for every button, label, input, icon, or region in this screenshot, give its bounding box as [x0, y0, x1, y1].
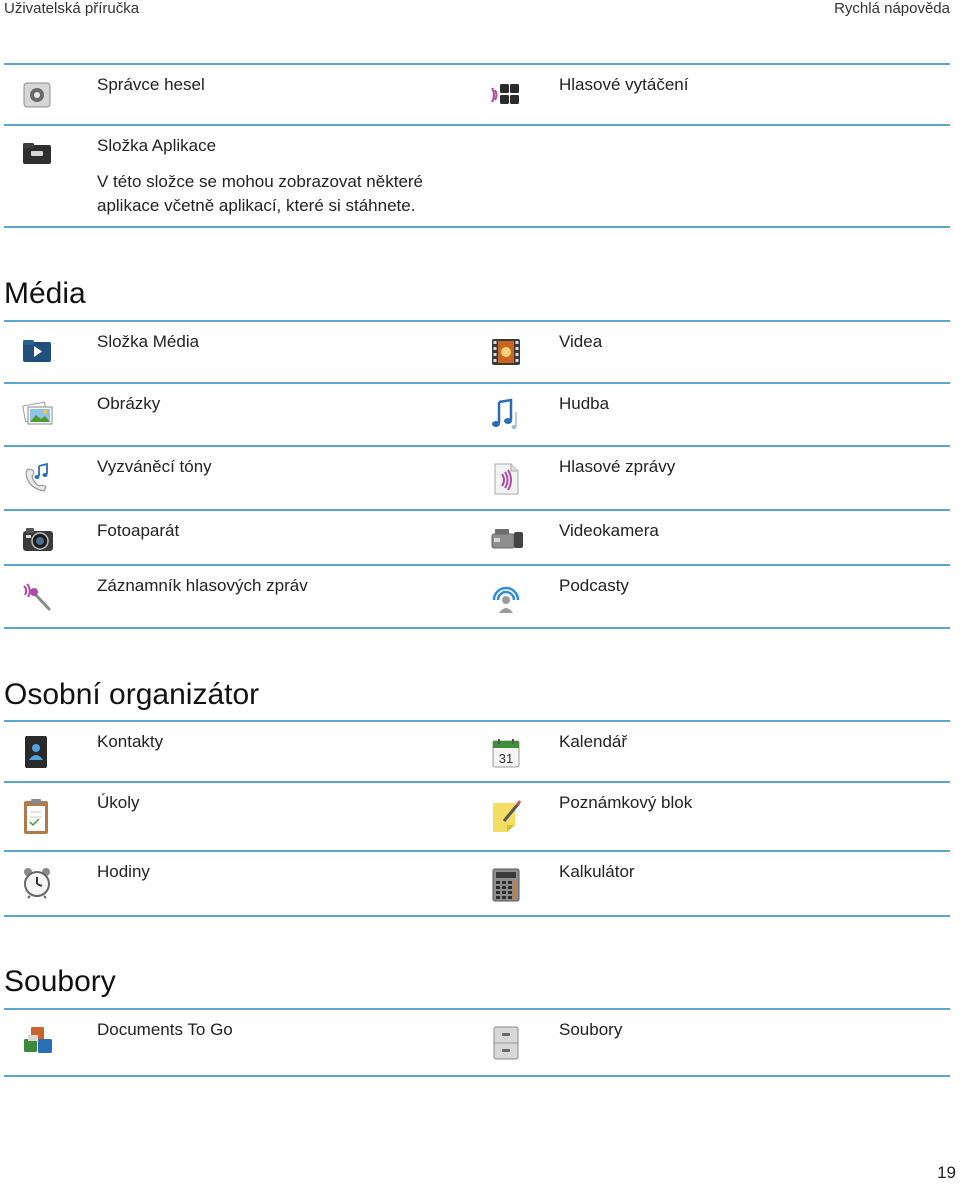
pictures-label: Obrázky — [97, 394, 161, 413]
section-title-media: Média — [4, 277, 86, 310]
voice-notes-icon — [491, 462, 521, 492]
password-manager-icon — [22, 80, 52, 110]
voice-notes-recorder-label: Záznamník hlasových zpráv — [97, 576, 308, 595]
ring-tones-label: Vyzváněcí tóny — [97, 457, 212, 476]
table-rule — [4, 1075, 950, 1077]
calculator-icon — [492, 868, 522, 898]
password-manager-label: Správce hesel — [97, 75, 205, 94]
podcasts-icon — [490, 582, 520, 612]
section-name: Rychlá nápověda — [834, 0, 950, 17]
documents-to-go-label: Documents To Go — [97, 1020, 233, 1039]
table-row — [4, 509, 950, 564]
applications-folder-label: Složka Aplikace — [97, 136, 217, 155]
table-row — [4, 63, 950, 125]
memopad-icon — [491, 799, 521, 829]
music-label: Hudba — [559, 394, 610, 413]
tasks-icon — [22, 798, 52, 828]
tasks-label: Úkoly — [97, 793, 140, 812]
video-camera-icon — [490, 526, 520, 556]
table-row — [4, 564, 950, 627]
table-rule — [4, 915, 950, 917]
table-row — [4, 850, 950, 915]
table-row — [4, 720, 950, 781]
contacts-icon — [23, 735, 53, 765]
clock-icon — [22, 867, 52, 897]
document-title: Uživatelská příručka — [4, 0, 140, 17]
table-row — [4, 382, 950, 445]
voice-dialing-label: Hlasové vytáčení — [559, 75, 689, 94]
contacts-label: Kontakty — [97, 732, 164, 751]
voice-notes-label: Hlasové zprávy — [559, 457, 676, 476]
memopad-label: Poznámkový blok — [559, 793, 693, 812]
camera-label: Fotoaparát — [97, 521, 180, 540]
section-title-organizer: Osobní organizátor — [4, 678, 260, 711]
documents-to-go-icon — [22, 1025, 52, 1055]
section-title-files: Soubory — [4, 965, 116, 998]
applications-folder-icon — [22, 138, 52, 168]
podcasts-label: Podcasty — [559, 576, 629, 595]
calculator-label: Kalkulátor — [559, 862, 635, 881]
calendar-icon-date: 31 — [498, 751, 514, 766]
table-row — [4, 781, 950, 850]
camera-icon — [22, 525, 52, 555]
table-row — [4, 1008, 950, 1075]
clock-label: Hodiny — [97, 862, 150, 881]
video-camera-label: Videokamera — [559, 521, 659, 540]
files-label: Soubory — [559, 1020, 623, 1039]
calendar-label: Kalendář — [559, 732, 628, 751]
table-rule — [4, 627, 950, 629]
videos-label: Videa — [559, 332, 603, 351]
table-rule — [4, 226, 950, 228]
videos-icon — [491, 337, 521, 367]
music-icon — [489, 398, 519, 428]
table-row — [4, 124, 950, 226]
applications-folder-description: V této složce se mohou zobrazovat některé aplikace včetně aplikací, které si stáhnete. — [97, 172, 424, 215]
calendar-icon — [491, 737, 521, 767]
voice-dialing-icon — [489, 80, 519, 110]
pictures-icon — [22, 398, 52, 428]
media-folder-icon — [22, 335, 52, 365]
files-icon — [492, 1026, 522, 1056]
page-number: 19 — [937, 1163, 956, 1182]
table-row — [4, 320, 950, 382]
ring-tones-icon — [22, 462, 52, 492]
media-folder-label: Složka Média — [97, 332, 200, 351]
table-row — [4, 445, 950, 509]
voice-notes-recorder-icon — [22, 581, 52, 611]
